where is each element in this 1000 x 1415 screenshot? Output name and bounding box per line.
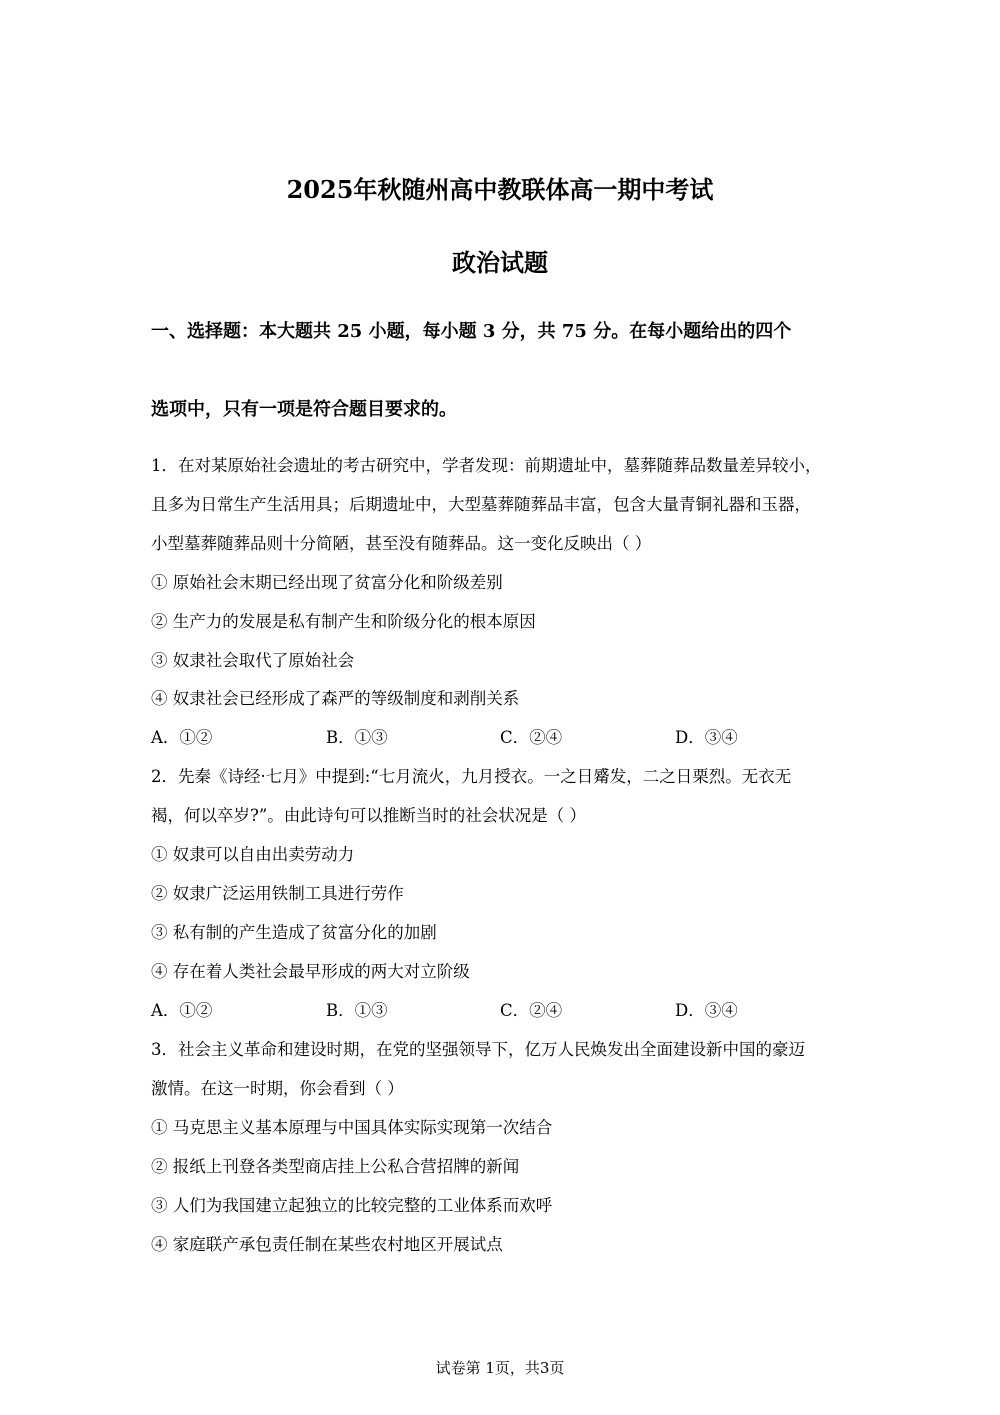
answer-option-a: A．①② <box>151 1001 213 1020</box>
statement-item: ① 马克思主义基本原理与中国具体实际实现第一次结合 <box>151 1118 553 1137</box>
statement-item: ④ 存在着人类社会最早形成的两大对立阶级 <box>151 962 470 981</box>
statement-item: ③ 奴隶社会取代了原始社会 <box>151 651 355 670</box>
section-heading-line-1: 一、选择题：本大题共 25 小题，每小题 3 分，共 75 分。在每小题给出的四个 <box>151 321 792 342</box>
question-stem-line: 2．先秦《诗经·七月》中提到:“七月流火，九月授衣。一之日觱发，二之日栗烈。无衣无 <box>151 767 792 786</box>
statement-item: ① 奴隶可以自由出卖劳动力 <box>151 845 355 864</box>
question-stem-line: 3．社会主义革命和建设时期，在党的坚强领导下，亿万人民焕发出全面建设新中国的豪迈 <box>151 1040 805 1059</box>
answer-option-d: D．③④ <box>675 1001 738 1020</box>
answer-option-c: C．②④ <box>500 728 563 747</box>
subject-title: 政治试题 <box>452 248 548 277</box>
statement-item: ④ 家庭联产承包责任制在某些农村地区开展试点 <box>151 1235 503 1254</box>
section-heading-line-2: 选项中，只有一项是符合题目要求的。 <box>151 399 457 420</box>
statement-item: ④ 奴隶社会已经形成了森严的等级制度和剥削关系 <box>151 689 520 708</box>
answer-option-c: C．②④ <box>500 1001 563 1020</box>
answer-option-b: B．①③ <box>326 728 388 747</box>
question-stem-line: 且多为日常生产生活用具；后期遗址中，大型墓葬随葬品丰富，包含大量青铜礼器和玉器， <box>151 495 811 514</box>
statement-item: ① 原始社会末期已经出现了贫富分化和阶级差别 <box>151 573 503 592</box>
answer-option-d: D．③④ <box>675 728 738 747</box>
question-stem-line: 小型墓葬随葬品则十分简陋，甚至没有随葬品。这一变化反映出（ ） <box>151 534 652 553</box>
statement-item: ② 生产力的发展是私有制产生和阶级分化的根本原因 <box>151 612 536 631</box>
page-footer: 试卷第 1页，共3页 <box>435 1359 565 1377</box>
exam-title: 2025年秋随州高中教联体高一期中考试 <box>286 175 714 204</box>
statement-item: ② 报纸上刊登各类型商店挂上公私合营招牌的新闻 <box>151 1157 520 1176</box>
answer-option-b: B．①③ <box>326 1001 388 1020</box>
question-stem-line: 1．在对某原始社会遗址的考古研究中，学者发现：前期遗址中，墓葬随葬品数量差异较小， <box>151 456 822 475</box>
statement-item: ③ 人们为我国建立起独立的比较完整的工业体系而欢呼 <box>151 1196 553 1215</box>
question-stem-line: 褐，何以卒岁?”。由此诗句可以推断当时的社会状况是（ ） <box>151 806 587 825</box>
statement-item: ③ 私有制的产生造成了贫富分化的加剧 <box>151 923 437 942</box>
question-stem-line: 激情。在这一时期，你会看到（ ） <box>151 1079 404 1098</box>
statement-item: ② 奴隶广泛运用铁制工具进行劳作 <box>151 884 404 903</box>
answer-option-a: A．①② <box>151 728 213 747</box>
